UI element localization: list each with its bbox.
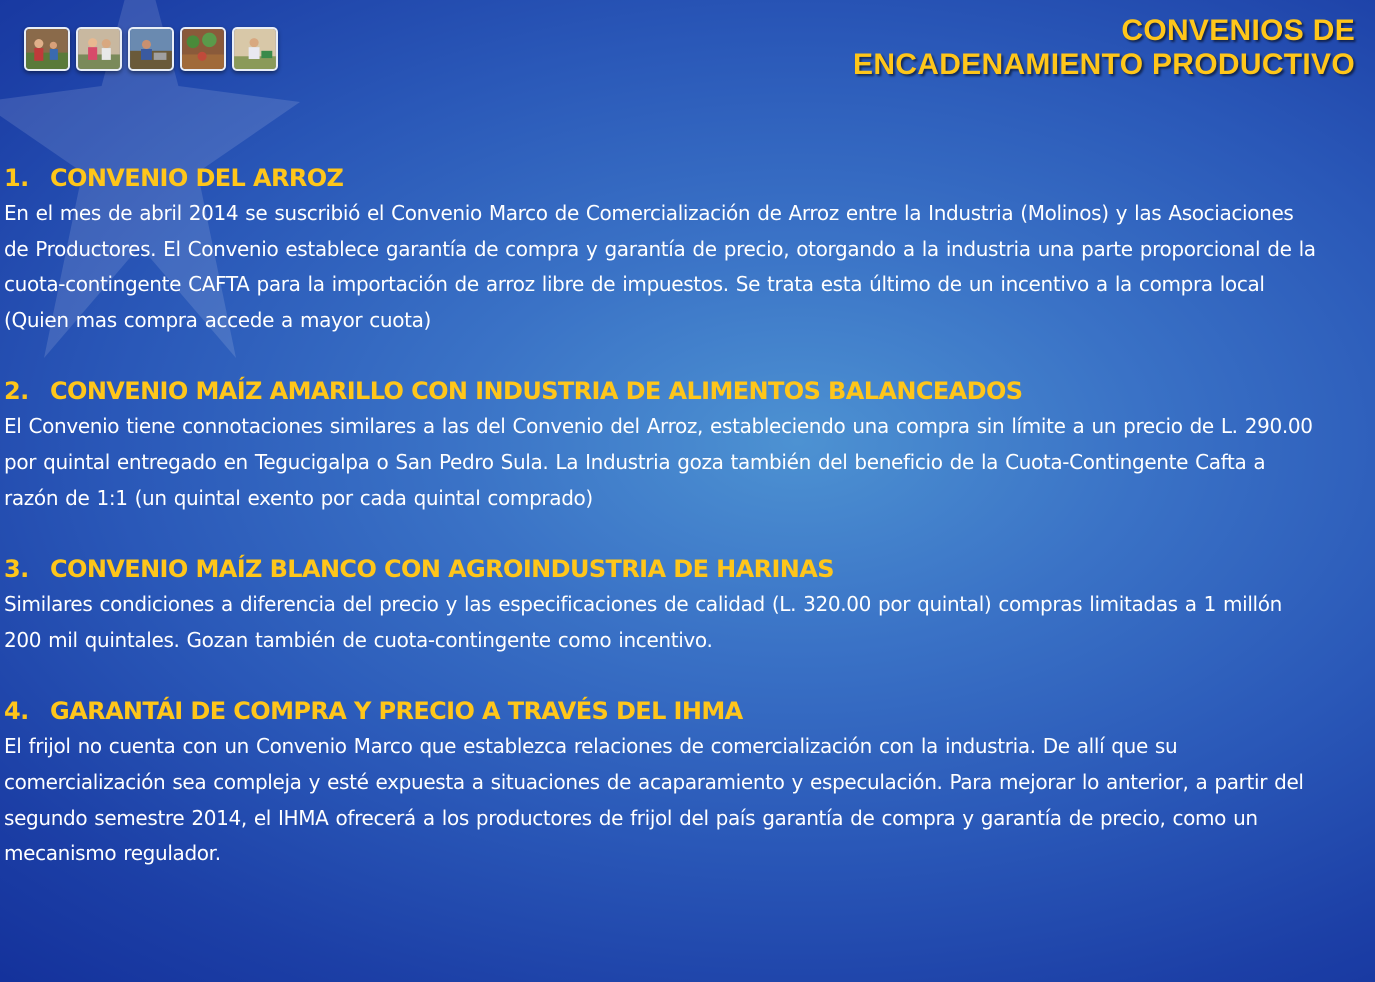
section-arroz <box>4 160 1324 338</box>
section-title: CONVENIO MAÍZ BLANCO CON AGROINDUSTRIA DE HARINAS <box>50 555 834 584</box>
section-number: 4. <box>4 697 29 726</box>
section-body: En el mes de abril 2014 se suscribió el Convenio Marco de Comercialización de Arroz entre la Industria (Molinos) y las Asociaciones de Productores. El Convenio establece garantía de compra y garantía de precio, otorgando a la industria una parte proporcional de la cuota-contingente CAFTA para la importación de arroz libre de impuestos. Se trata esta último de un incentivo a la compra local (Quien mas compra accede a mayor cuota) <box>4 201 1316 332</box>
section-title: CONVENIO DEL ARROZ <box>50 164 344 192</box>
section-body: El Convenio tiene connotaciones similares a las del Convenio del Arroz, estableciendo una compra sin límite a un precio de L. 290.00 por quintal entregado en Tegucigalpa o San Pedro Sula. La Industria goza también del beneficio de la Cuota-Contingente Cafta a razón de 1:1 (un quintal exento por cada quintal comprado) <box>4 414 1313 510</box>
section-heading <box>4 160 1324 196</box>
slide-title-line-1: CONVENIOS DE <box>1121 14 1355 47</box>
section-number: 3. <box>4 555 29 584</box>
section-maiz-blanco <box>4 551 1324 658</box>
slide-title <box>853 14 1355 82</box>
market-photo-icon <box>232 27 278 71</box>
section-number: 1. <box>4 164 29 192</box>
children-photo-icon <box>76 27 122 71</box>
crops-photo-icon <box>180 27 226 71</box>
photo-strip <box>24 27 278 71</box>
section-title: GARANTÁI DE COMPRA Y PRECIO A TRAVÉS DEL IHMA <box>50 697 743 726</box>
section-heading <box>4 373 1324 409</box>
content-area <box>4 160 1324 872</box>
workers-photo-icon <box>128 27 174 71</box>
section-body: El frijol no cuenta con un Convenio Marco que establezca relaciones de comercialización con la industria. De allí que su comercialización sea compleja y esté expuesta a situaciones de acaparamiento y especulación. Para mejorar lo anterior, a partir del segundo semestre 2014, el IHMA ofrecerá a los productores de frijol del país garantía de compra y garantía de precio, como un mecanismo regulador. <box>4 734 1304 866</box>
section-maiz-amarillo <box>4 373 1324 516</box>
family-photo-icon <box>24 27 70 71</box>
slide-title-line-2: ENCADENAMIENTO PRODUCTIVO <box>853 48 1355 81</box>
section-heading <box>4 693 1324 729</box>
section-title: CONVENIO MAÍZ AMARILLO CON INDUSTRIA DE ALIMENTOS BALANCEADOS <box>50 377 1023 406</box>
section-ihma <box>4 693 1324 871</box>
section-body: Similares condiciones a diferencia del precio y las especificaciones de calidad (L. 320.00 por quintal) compras limitadas a 1 millón 200 mil quintales. Gozan también de cuota-contingente como incentivo. <box>4 592 1282 652</box>
section-heading <box>4 551 1324 587</box>
section-number: 2. <box>4 377 29 406</box>
